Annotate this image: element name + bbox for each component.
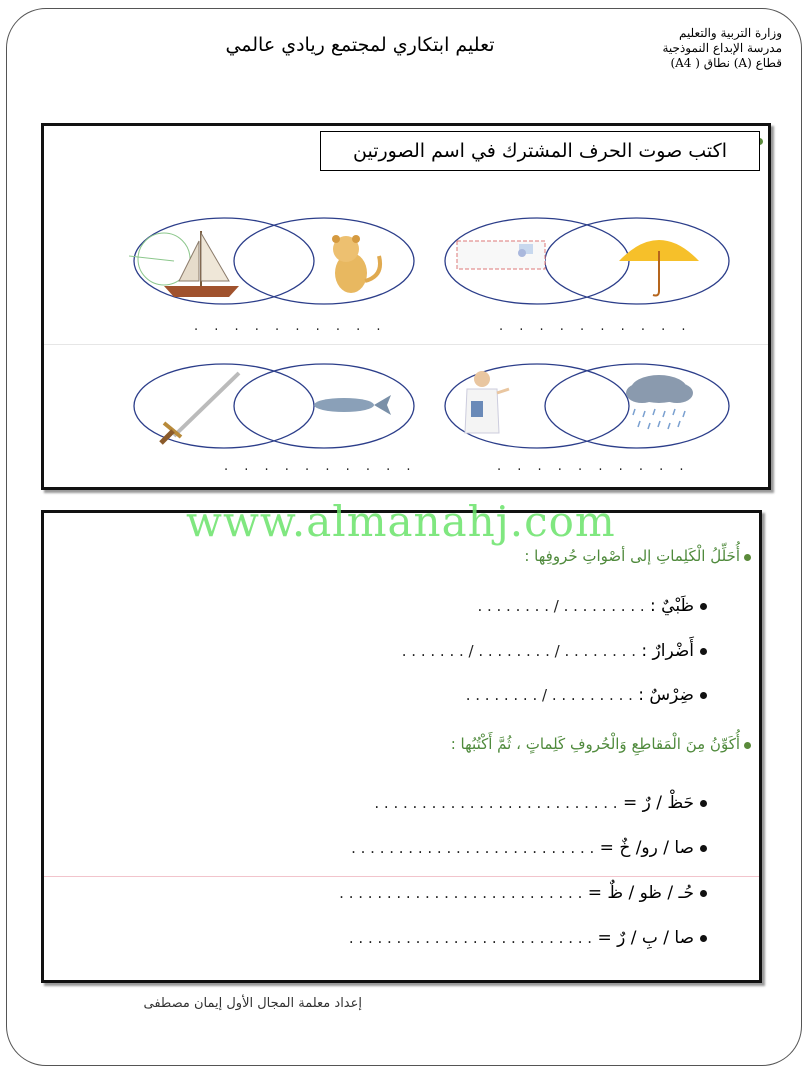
bullet-icon xyxy=(700,935,707,942)
answer-blanks: . . . . . . . . . . . . . . . . . . . . . . . . . . xyxy=(374,794,618,812)
answer-blanks: . . . . . . . . . . . . . . . . . . . . . . . . . . xyxy=(339,884,583,902)
instruction-box: اكتب صوت الحرف المشترك في اسم الصورتين xyxy=(320,131,760,171)
answer-blanks: . . . . . . . . . / . . . . . . . . xyxy=(477,597,645,615)
doctor-icon xyxy=(465,371,509,433)
sword-icon xyxy=(161,373,239,443)
compose-row: حُـ / ظو / ظٌ = . . . . . . . . . . . . . . . . . . . . . . . . . . xyxy=(339,883,707,903)
answer-dots: . . . . . . . . . . xyxy=(224,459,417,474)
bullet-icon xyxy=(700,800,707,807)
bullet-icon xyxy=(744,554,751,561)
footer-credit: إعداد معلمة المجال الأول إيمان مصطفى xyxy=(143,996,362,1011)
compose-row: صا / بِ / رٌ = . . . . . . . . . . . . . . . . . . . . . . . . . . xyxy=(349,928,707,948)
answer-dots: . . . . . . . . . . xyxy=(499,319,692,334)
venn-diagram-doctor-rain xyxy=(437,361,737,451)
ministry-header xyxy=(582,26,782,71)
umbrella-icon xyxy=(619,240,699,296)
venn-diagram-envelope-umbrella xyxy=(437,211,737,311)
bullet-icon xyxy=(700,845,707,852)
compose-row: صا / رو/ خٌ = . . . . . . . . . . . . . . . . . . . . . . . . . . xyxy=(351,838,707,858)
venn-diagram-sailboat-lion xyxy=(129,211,419,311)
bullet-icon xyxy=(700,648,707,655)
word-analysis-box xyxy=(41,510,762,983)
separator xyxy=(44,344,768,345)
venn-exercise-box xyxy=(41,123,771,490)
answer-blanks: . . . . . . . . . . . . . . . . . . . . . . . . . . xyxy=(351,839,595,857)
bullet-icon xyxy=(700,603,707,610)
school-line: مدرسة الإبداع النموذجية xyxy=(662,41,782,55)
analysis-row: ضِرْسٌ : . . . . . . . . . / . . . . . . . . xyxy=(466,685,707,705)
bullet-icon xyxy=(700,890,707,897)
section-heading-compose: أُكَوِّنُ مِنَ الْمَقاطِعِ وَالْحُروفِ كَلِماتٍ ، ثُمَّ أَكْتُبُها : xyxy=(451,735,751,753)
rain-cloud-icon xyxy=(626,375,693,429)
answer-dots: . . . . . . . . . . xyxy=(497,459,690,474)
section-heading-analyze: أُحَلِّلُ الْكَلِماتِ إلى أصْواتِ حُروفِها : xyxy=(524,547,751,565)
watermark: www.almanahj.com xyxy=(186,497,616,546)
answer-blanks: . . . . . . . . . . . . . . . . . . . . . . . . . . xyxy=(348,929,593,947)
ministry-line: وزارة التربية والتعليم xyxy=(678,26,782,40)
analysis-row: ظَبْيٌ : . . . . . . . . . / . . . . . . . . xyxy=(477,596,707,616)
answer-blanks: . . . . . . . . . / . . . . . . . . xyxy=(465,686,633,704)
bullet-icon xyxy=(700,692,707,699)
venn-diagram-sword-fish xyxy=(129,361,419,451)
page-title: تعليم ابتكاري لمجتمع ريادي عالمي xyxy=(225,34,495,56)
separator xyxy=(44,876,759,877)
bullet-icon xyxy=(744,742,751,749)
sailboat-icon xyxy=(129,231,239,297)
answer-dots: . . . . . . . . . . xyxy=(194,319,387,334)
compose-row: حَظْ / رٌ = . . . . . . . . . . . . . . . . . . . . . . . . . . xyxy=(374,793,707,813)
answer-blanks: . . . . . . . . / . . . . . . . . / . . . . . . . xyxy=(401,642,636,660)
sector-line: قطاع (A) نطاق ( A4) xyxy=(670,56,782,70)
envelope-icon xyxy=(457,241,545,269)
analysis-row: أَضْرارٌ : . . . . . . . . / . . . . . . . . / . . . . . . . xyxy=(402,641,707,661)
lion-cub-icon xyxy=(332,235,380,293)
fish-icon xyxy=(314,395,391,415)
